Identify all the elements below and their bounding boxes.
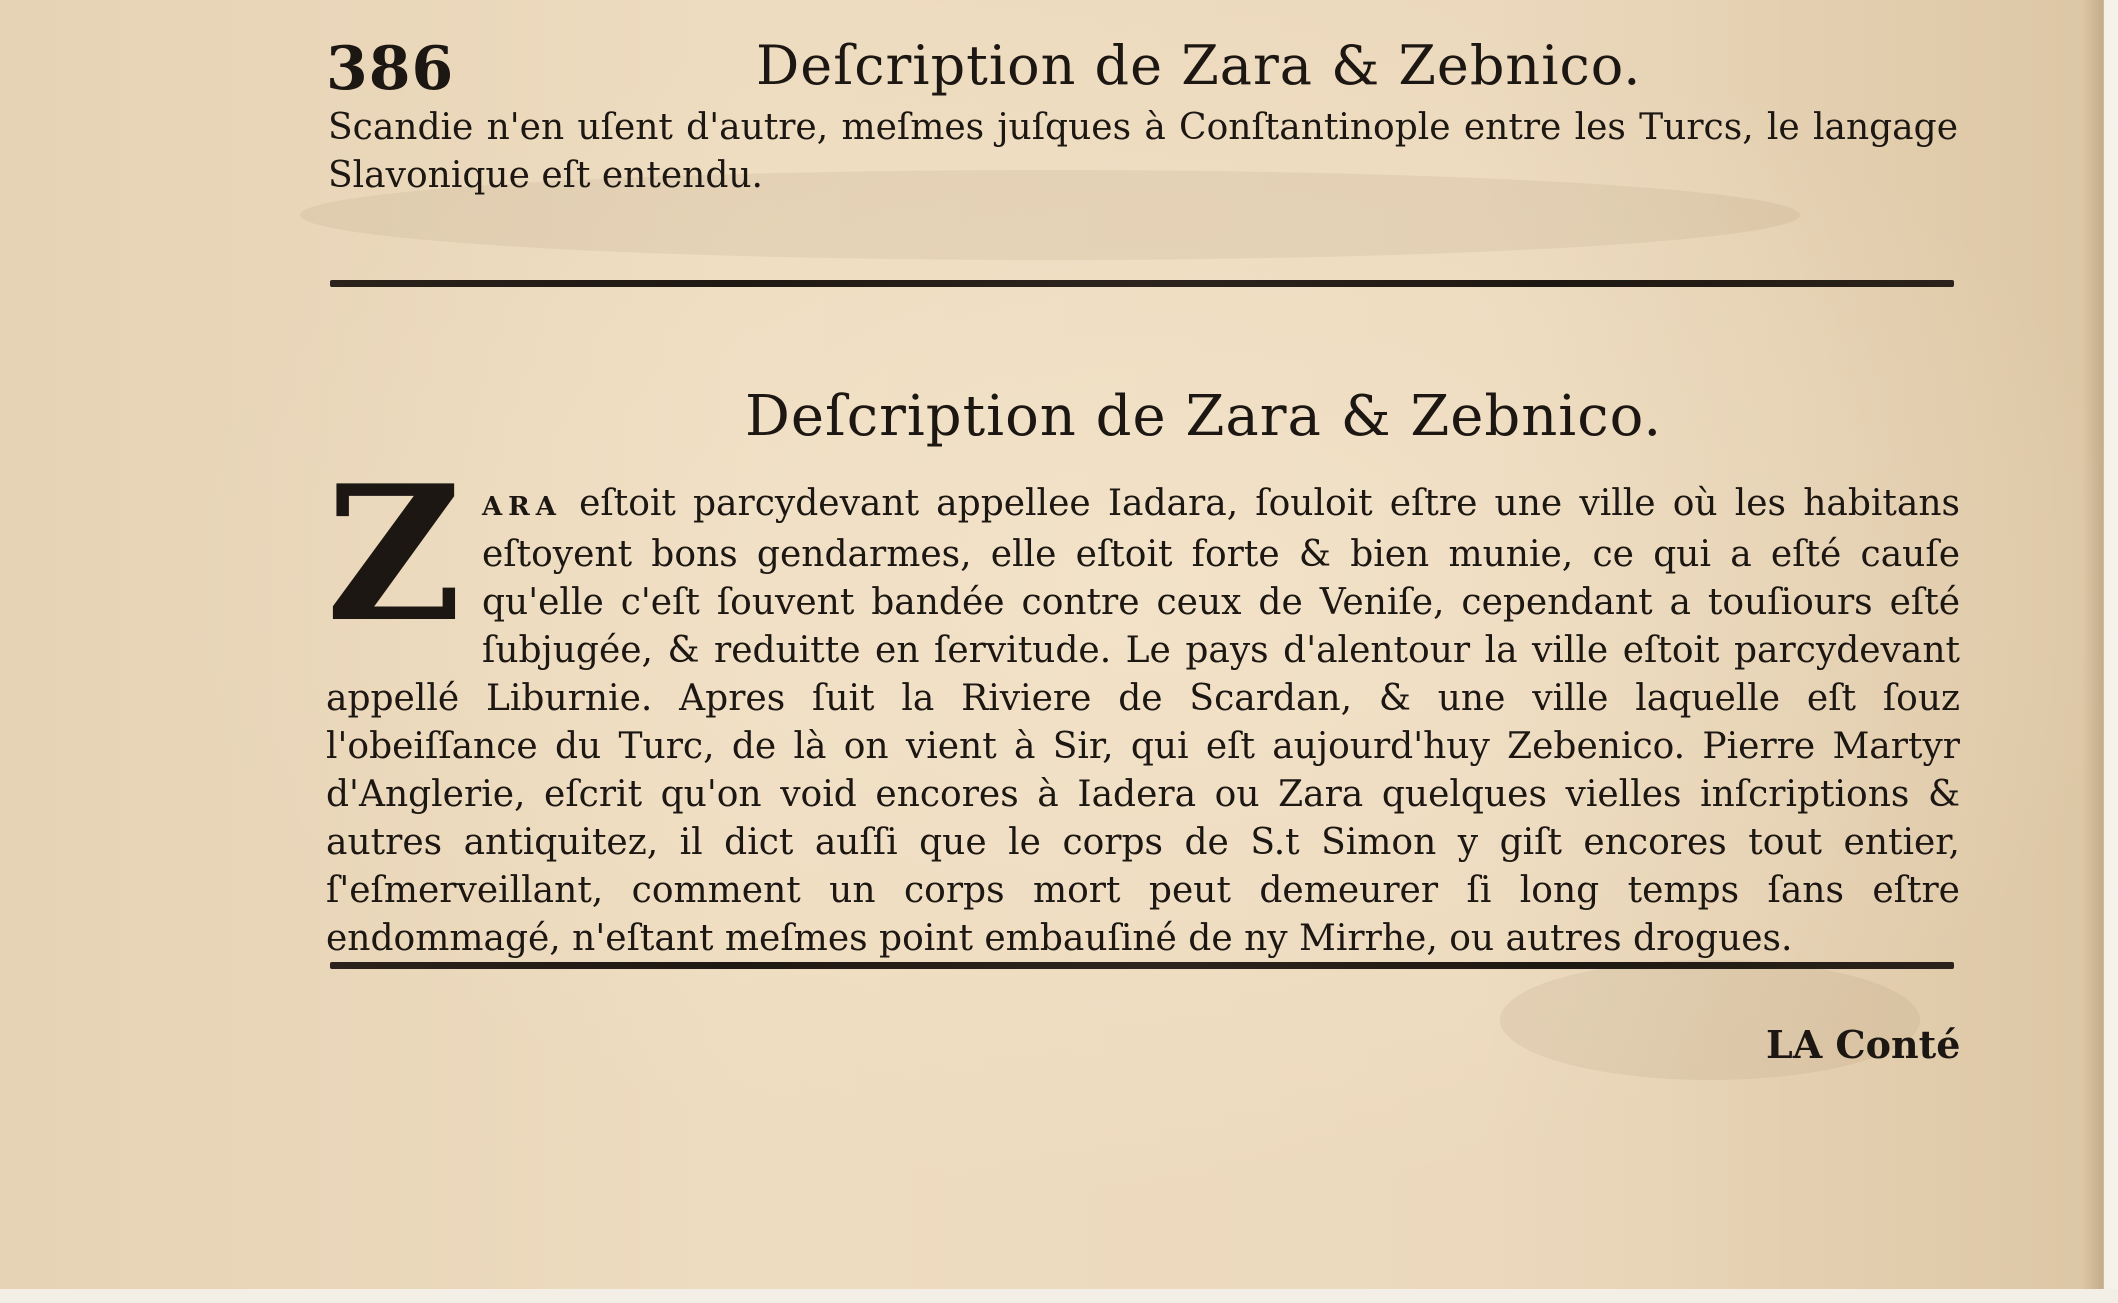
section-title: Deſcription de Zara & Zebnico. (745, 384, 1663, 449)
section-paragraph: eſtoit parcydevant appellee Iadara, ſouloit eſtre une ville où les habitans eſtoyent bons gendarmes, elle eſtoit forte & bien munie, ce qui a eſté cauſe qu'elle c'eſt ſouvent bandée contre ceux de Veniſe, cependant a touſiours eſté ſubjugée, & reduitte en ſervitude. Le pays d'alentour la ville eſtoit parcydevant appellé Liburnie. Apres ſuit la Riviere de Scardan, & une ville laquelle eſt ſouz l'obeiſſance du Turc, de là on vient à Sir, qui eſt aujourd'huy Zebenico. Pierre Martyr d'Anglerie, eſcrit qu'on void encores à Iadera ou Zara quelques vielles inſcriptions & autres antiquitez, il dict auſſi que le corps de S.t Simon y giſt encores tout entier, ſ'eſmerveillant, comment un corps mort peut demeurer ſi long temps ſans eſtre endommagé, n'eſtant meſmes point embauſiné de ny Mirrhe, ou autres drogues. (326, 483, 1960, 959)
section-body (326, 444, 1960, 963)
carry-over-paragraph: Scandie n'en uſent d'autre, meſmes juſques à Conſtantinople entre les Turcs, le langage Slavonique eſt entendu. (328, 107, 1958, 196)
section-divider-top (330, 280, 1954, 287)
first-word-small-caps: ARA (482, 492, 562, 522)
page-number: 386 (326, 34, 455, 104)
drop-cap: Z (326, 444, 462, 663)
page-edge-right (2082, 0, 2118, 1303)
section-divider-bottom (330, 962, 1954, 969)
running-head (326, 34, 1956, 114)
running-head-title: Deſcription de Zara & Zebnico. (756, 34, 1642, 97)
catchword: LA Conté (1766, 1022, 1961, 1067)
page-edge-bottom (0, 1289, 2118, 1303)
